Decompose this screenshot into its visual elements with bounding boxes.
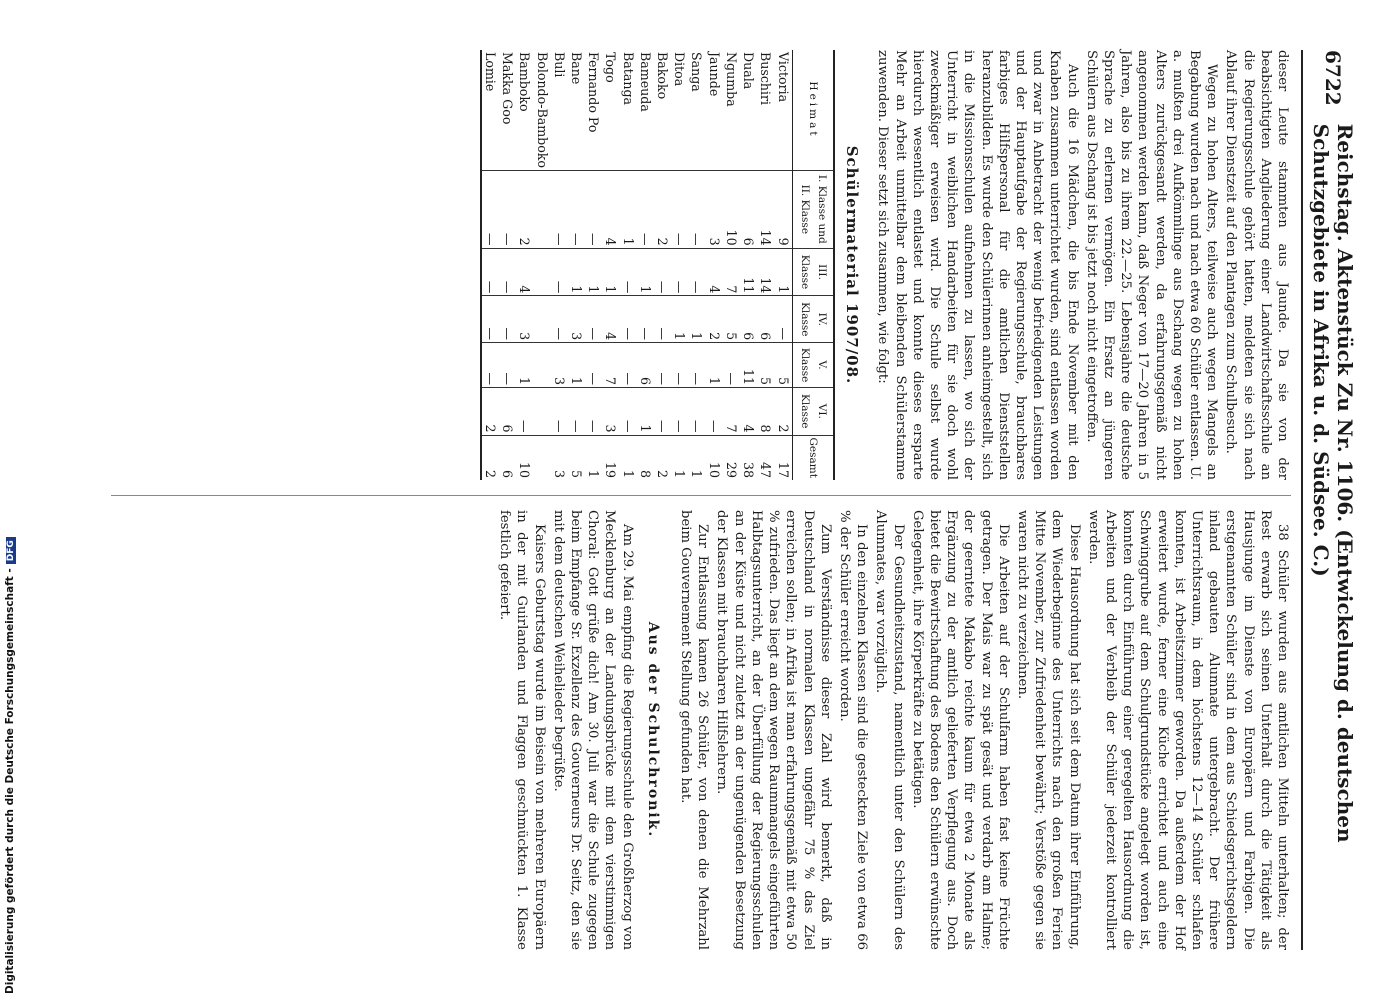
- count-cell: 3: [551, 435, 568, 480]
- count-cell: 6: [740, 171, 757, 249]
- count-cell: —: [568, 388, 585, 436]
- heimat-cell: Buschiri: [758, 52, 774, 106]
- table-row: [568, 50, 585, 480]
- count-cell: 8: [637, 435, 654, 480]
- count-cell: 1: [688, 296, 705, 343]
- heimat-cell: Fernando Po: [586, 52, 602, 133]
- left-column: [480, 50, 1291, 480]
- count-cell: —: [637, 171, 654, 249]
- count-cell: —: [516, 388, 533, 436]
- count-cell: 38: [740, 435, 757, 480]
- count-cell: [533, 388, 550, 436]
- paragraph: Wegen zu hohen Alters, teilweise auch wegen Mangels an Begabung wurden nach und nach etwa 60 Schüler entlassen. U. a. mußten drei Aufkömmlinge aus Dschang wegen zu hohen Alters zurückgesandt werden, da erfahrungsgemäß nicht angenommen werden kann, daß Neger von 17—20 Jahren in 5 Jahren, also bis zu ihrem 22.—25. Lebensjahre die deutsche Sprache zu erlernen vermögen. Ein Ersatz an jüngeren Schülern aus Dschang ist bis jetzt noch nicht eingetroffen.: [1083, 50, 1220, 480]
- count-cell: 5: [774, 343, 792, 388]
- count-cell: 1: [602, 248, 619, 296]
- page-title: Reichstag. Aktenstück Zu Nr. 1106. (Entwickelung d. deutschen Schutzgebiete in Afrika u. d. Südsee. C.): [1309, 123, 1357, 843]
- table-caption: Schülermaterial 1907/08.: [843, 145, 862, 385]
- count-cell: 4: [740, 388, 757, 436]
- table-row: [637, 50, 654, 480]
- heimat-cell: Sanga: [689, 52, 705, 92]
- count-cell: 17: [774, 435, 792, 480]
- count-cell: 1: [619, 171, 636, 249]
- count-cell: 2: [654, 171, 671, 249]
- paragraph: Am 29. Mai empfing die Regierungsschule den Großherzog von Mecklenburg an der Landungsbrücke mit dem vierstimmigen Choral: Gott grüße dich! Am 30. Juli war die Schule zugegen beim Empfange Sr. Exzellenz des Gouverneurs Dr. Seitz, den sie mit dem deutschen Weihelieder begrüßte.: [550, 510, 635, 950]
- heimat-cell: Bamboko: [517, 52, 533, 112]
- heimat-cell: Bolondo-Bamboko: [534, 52, 550, 169]
- table-row: [706, 50, 723, 480]
- count-cell: 5: [723, 296, 740, 343]
- count-cell: 1: [688, 435, 705, 480]
- count-cell: 2: [481, 388, 499, 436]
- heimat-cell: Duala: [741, 52, 757, 90]
- heimat-cell: Buli: [551, 52, 567, 78]
- count-cell: [533, 343, 550, 388]
- count-cell: 3: [568, 296, 585, 343]
- digitization-credit: [4, 537, 16, 994]
- heimat-cell: Togo: [603, 52, 619, 83]
- count-cell: —: [654, 343, 671, 388]
- table-row: [602, 50, 619, 480]
- count-cell: 3: [706, 171, 723, 249]
- paragraph: Zur Entlassung kamen 26 Schüler, von denen die Mehrzahl beim Gouvernement Stellung gefunden hat.: [678, 510, 711, 950]
- count-cell: [533, 171, 550, 249]
- count-cell: —: [481, 171, 499, 249]
- count-cell: —: [619, 248, 636, 296]
- count-cell: 1: [585, 248, 602, 296]
- count-cell: 19: [602, 435, 619, 480]
- count-cell: 2: [516, 171, 533, 249]
- heimat-cell: Bameuda: [637, 52, 653, 112]
- count-cell: —: [706, 388, 723, 436]
- page-number: 6722: [1321, 50, 1345, 106]
- count-cell: 6: [637, 343, 654, 388]
- heimat-cell: Bakoko: [655, 52, 671, 100]
- count-cell: —: [499, 248, 516, 296]
- heimat-cell: Batanga: [620, 52, 636, 106]
- count-cell: —: [551, 388, 568, 436]
- table-row: [757, 50, 774, 480]
- paragraph: 38 Schüler wurden aus amtlichen Mitteln unterhalten; der Rest erwarb sich seinen Unterhalt durch die Tätigkeit als Hausjunge im Dienste von Europäern und Farbigen. Die erstgenannten Schüler sind in dem aus Schiedsgerichtsgeldern inland gebauten Alumnate untergebracht. Der frühere Unterrichtsraum, in dem höchstens 12—14 Schüler schlafen konnten, ist Arbeitszimmer geworden. Da außerdem der Hof erweitert wurde, ferner eine Küche errichtet und auch eine Schwinggrube auf dem Schulgrundstücke angelegt worden ist, konnten durch Einführung einer geregelten Hausordnung die Arbeiten und der Verbleib der Schüler jederzeit kontrolliert werden.: [1085, 510, 1290, 950]
- count-cell: 8: [757, 388, 774, 436]
- count-cell: —: [551, 248, 568, 296]
- chronicle-title: Aus der Schulchronik.: [644, 621, 661, 839]
- count-cell: —: [723, 343, 740, 388]
- paragraph: Auch die 16 Mädchen, die bis Ende November mit den Knaben zusammen unterrichtet wurden, sind entlassen worden und zwar in Anbetracht der wenig befriedigenden Leistungen und der Hauptaufgabe der Regierungsschule, brauchbares farbiges Hilfspersonal für die amtlichen Dienststellen heranzubilden. Es wurde den Schülerinnen anheimgestellt, sich in die Missionsschulen aufnehmen zu lassen, wo sich der Unterricht in weiblichen Handarbeiten für sie doch wohl zweckmäßiger erweisen wird. Die Schule selbst wurde hierdurch wesentlich entlastet und konnte dieses ersparte Mehr an Arbeit unmittelbar dem bleibenden Schülerstamme zuwenden. Dieser setzt sich zusammen, wie folgt:: [875, 50, 1080, 480]
- header-class-1-2: I. Klasse und II. Klasse: [792, 171, 834, 249]
- count-cell: 6: [757, 296, 774, 343]
- page-header: [1301, 50, 1363, 950]
- student-table: [480, 50, 835, 480]
- count-cell: 1: [585, 435, 602, 480]
- paragraph: Der Gesundheitszustand, namentlich unter den Schülern des Alumnates, war vorzüglich.: [873, 510, 906, 950]
- count-cell: 1: [637, 388, 654, 436]
- count-cell: —: [585, 388, 602, 436]
- count-cell: 2: [481, 435, 499, 480]
- count-cell: —: [551, 296, 568, 343]
- count-cell: 6: [740, 296, 757, 343]
- header-heimat: Heimat: [792, 50, 834, 171]
- count-cell: 1: [671, 435, 688, 480]
- count-cell: 10: [706, 435, 723, 480]
- count-cell: 3: [516, 296, 533, 343]
- dfg-logo: DFG: [6, 537, 16, 564]
- count-cell: 1: [619, 435, 636, 480]
- count-cell: 5: [757, 343, 774, 388]
- count-cell: —: [654, 388, 671, 436]
- table-row: [481, 50, 499, 480]
- paragraph: dieser Leute stammten aus Jaunde. Da sie von der beabsichtigten Angliederung einer Landwirtschaftsschule an die Regierungsschule gehört hatten, meldeten sie sich nach Ablauf ihrer Dienstzeit auf den Plantagen zum Schulbesuch.: [1223, 50, 1290, 480]
- heimat-cell: Ngumba: [723, 52, 739, 107]
- scanned-page: [11, 20, 1371, 980]
- table-row: [671, 50, 688, 480]
- count-cell: 7: [723, 388, 740, 436]
- count-cell: [533, 435, 550, 480]
- count-cell: —: [481, 343, 499, 388]
- table-row: [774, 50, 792, 480]
- count-cell: —: [671, 388, 688, 436]
- table-row: [654, 50, 671, 480]
- table-row: [551, 50, 568, 480]
- count-cell: 1: [706, 343, 723, 388]
- table-row: [723, 50, 740, 480]
- count-cell: 1: [516, 343, 533, 388]
- count-cell: 6: [499, 435, 516, 480]
- count-cell: [533, 296, 550, 343]
- table-row: [619, 50, 636, 480]
- count-cell: 4: [706, 248, 723, 296]
- count-cell: —: [568, 171, 585, 249]
- count-cell: 14: [757, 171, 774, 249]
- count-cell: 1: [568, 343, 585, 388]
- heimat-cell: Makka Goo: [500, 52, 516, 125]
- right-column: [494, 510, 1291, 950]
- count-cell: 9: [774, 171, 792, 249]
- table-row: [688, 50, 705, 480]
- count-cell: —: [619, 296, 636, 343]
- count-cell: [533, 248, 550, 296]
- header-total: Gesamt: [792, 435, 834, 480]
- heimat-cell: Victoria: [775, 52, 791, 103]
- count-cell: 3: [551, 343, 568, 388]
- table-row: [533, 50, 550, 480]
- header-class-3: III. Klasse: [792, 248, 834, 296]
- paragraph: Die Arbeiten auf der Schulfarm haben fast keine Früchte getragen. Der Mais war zu spät gesät und verdarb am Halme; der geerntete Makabo reichte kaum für etwa 2 Monate als Ergänzung zu der amtlich gelieferten Verpflegung aus. Doch bietet die Bewirtschaftung des Bodens den Schülern erwünschte Gelegenheit, ihre Körperkräfte zu betätigen.: [909, 510, 1011, 950]
- heimat-cell: Bane: [569, 52, 585, 85]
- count-cell: —: [619, 388, 636, 436]
- count-cell: 5: [568, 435, 585, 480]
- paragraph: Zum Verständnisse dieser Zahl wird bemerkt, daß in Deutschland in normalen Klassen ungefähr 75 % das Ziel erreichen sollen; in Afrika ist man erfahrungsgemäß mit etwa 50 % zufrieden. Das liegt an dem wegen Raummangels eingeführten Halbtagsunterricht, an der Überfüllung der Regierungsschulen an der Küste und nicht zuletzt an der ungenügenden Besetzung der Klassen mit brauchbaren Hilfslehrern.: [714, 510, 833, 950]
- count-cell: —: [671, 343, 688, 388]
- count-cell: 2: [654, 435, 671, 480]
- count-cell: 4: [516, 248, 533, 296]
- count-cell: 2: [706, 296, 723, 343]
- count-cell: 14: [757, 248, 774, 296]
- count-cell: —: [688, 388, 705, 436]
- count-cell: —: [481, 296, 499, 343]
- paragraph: Diese Hausordnung hat sich seit dem Datum ihrer Einführung, dem Wiederbeginne des Unterrichts nach den großen Ferien Mitte November, zur Zufriedenheit bewährt; Verstöße gegen sie waren nicht zu verzeichnen.: [1014, 510, 1082, 950]
- count-cell: —: [499, 171, 516, 249]
- count-cell: 7: [723, 248, 740, 296]
- count-cell: —: [671, 171, 688, 249]
- count-cell: 1: [568, 248, 585, 296]
- count-cell: —: [481, 248, 499, 296]
- table-row: [585, 50, 602, 480]
- count-cell: 3: [602, 388, 619, 436]
- count-cell: 47: [757, 435, 774, 480]
- table-row: [499, 50, 516, 480]
- count-cell: 1: [671, 296, 688, 343]
- paragraph: Kaisers Geburtstag wurde im Beisein von mehreren Europäern in der mit Guirlanden und Flaggen geschmückten 1. Klasse festlich gefeiert.: [497, 510, 547, 950]
- heimat-cell: Ditoa: [672, 52, 688, 87]
- header-class-4: IV. Klasse: [792, 296, 834, 343]
- count-cell: —: [688, 248, 705, 296]
- header-class-6: VI. Klasse: [792, 388, 834, 436]
- count-cell: 1: [637, 248, 654, 296]
- count-cell: 4: [602, 296, 619, 343]
- count-cell: —: [585, 296, 602, 343]
- count-cell: —: [671, 248, 688, 296]
- table-row: [516, 50, 533, 480]
- heimat-cell: Jaunde: [706, 52, 722, 97]
- header-class-5: V. Klasse: [792, 343, 834, 388]
- count-cell: —: [774, 296, 792, 343]
- count-cell: —: [551, 171, 568, 249]
- count-cell: —: [619, 343, 636, 388]
- count-cell: —: [499, 296, 516, 343]
- count-cell: 1: [774, 248, 792, 296]
- count-cell: 10: [516, 435, 533, 480]
- table-row: [740, 50, 757, 480]
- heimat-cell: Lomie: [481, 50, 499, 171]
- paragraph: In den einzelnen Klassen sind die gesteckten Ziele von etwa 66 % der Schüler erreicht worden.: [836, 510, 870, 950]
- count-cell: —: [585, 343, 602, 388]
- table-header-row: [792, 50, 834, 480]
- credit-text: Digitalisierung gefördert durch die Deutsche Forschungsgemeinschaft -: [4, 568, 16, 994]
- count-cell: —: [688, 171, 705, 249]
- count-cell: 10: [723, 171, 740, 249]
- count-cell: —: [654, 248, 671, 296]
- count-cell: 7: [602, 343, 619, 388]
- count-cell: —: [654, 296, 671, 343]
- count-cell: —: [585, 171, 602, 249]
- count-cell: 4: [602, 171, 619, 249]
- count-cell: 2: [774, 388, 792, 436]
- count-cell: —: [499, 343, 516, 388]
- count-cell: 11: [740, 343, 757, 388]
- count-cell: —: [637, 296, 654, 343]
- count-cell: 6: [499, 388, 516, 436]
- count-cell: 29: [723, 435, 740, 480]
- count-cell: —: [688, 343, 705, 388]
- column-divider: [111, 495, 1291, 496]
- count-cell: 11: [740, 248, 757, 296]
